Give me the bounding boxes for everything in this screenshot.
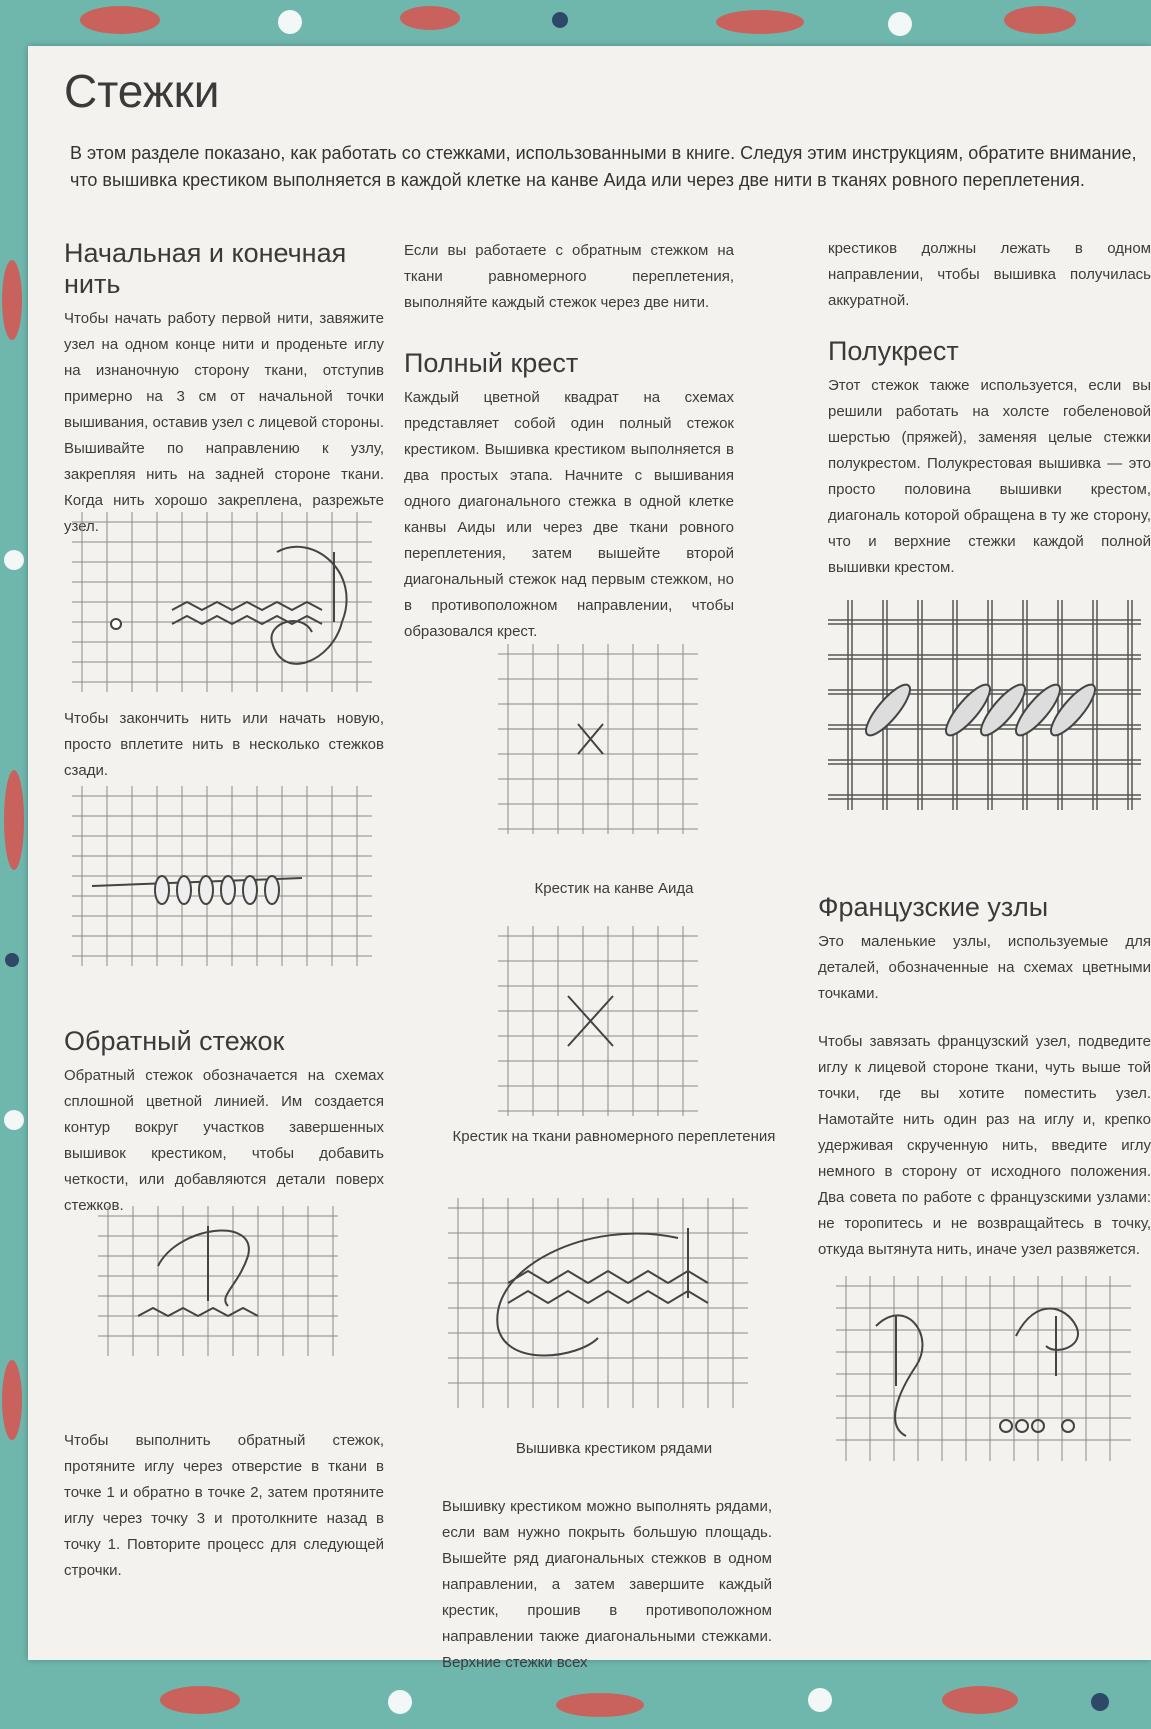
column-2-b <box>442 1494 772 1676</box>
column-3 <box>828 236 1151 581</box>
caption-cross-rows: Вышивка крестиком рядами <box>515 1440 713 1457</box>
diagram-starting-knot <box>72 512 372 692</box>
paragraph-cross-direction: крестиков должны лежать в одном направлении, чтобы вышивка получилась аккуратной. <box>828 240 1151 309</box>
diagram-aida-cross <box>498 644 698 834</box>
column-1-c <box>64 1026 384 1219</box>
book-page <box>28 46 1151 1671</box>
column-1 <box>64 238 384 540</box>
heading-half-cross: Полукрест <box>828 336 959 366</box>
paragraph-end-thread: Чтобы закончить нить или начать новую, просто вплетите нить в несколько стежков сзади. <box>64 710 384 779</box>
diagram-backstitch <box>98 1206 338 1356</box>
paragraph-backstitch: Обратный стежок обозначается на схемах сплошной цветной линией. Им создается контур вокруг участков завершенных вышивок крестиком, чтобы добавить четкости, или добавляются детали поверх стежков. <box>64 1067 384 1214</box>
paragraph-backstitch-steps: Чтобы выполнить обратный стежок, протяните иглу через отверстие в ткани в точке 1 и обратно в точке 2, затем протяните иглу через точку 3 и протолкните назад в точку 1. Повторите процесс для следующей строчки. <box>64 1432 384 1579</box>
column-3-b <box>818 892 1151 1263</box>
paragraph-full-cross: Каждый цветной квадрат на схемах представляет собой один полный стежок крестиком. Вышивка крестиком выполняется в два простых этапа. Начните с вышивания одного диагонального стежка в одной клетке канвы Аиды или через две ткани ровного переплетения, затем вышейте второй диагональный стежок над первым стежком, но в противоположном направлении, чтобы образовался крест. <box>404 389 734 640</box>
intro-text: В этом разделе показано, как работать со стежками, использованными в книге. Следуя этим инструкциям, обратите внимание, что вышивка крестиком выполняется в каждой клетке на канве Аида или через две нити в тканях ровного переплетения. <box>70 143 1137 190</box>
paragraph-french-knots-steps: Чтобы завязать французский узел, подведите иглу к лицевой стороне ткани, чуть выше той точки, где вы хотите поместить узел. Намотайте нить один раз на иглу и, крепко удерживая скрученную нить, введите иглу немного в сторону от исходного положения. Два совета по работе с французскими узлами: не торопитесь и не возвращайтесь в точку, откуда вытянута нить, иначе узел развяжется. <box>818 1033 1151 1258</box>
paragraph-start-thread: Чтобы начать работу первой нити, завяжите узел на одном конце нити и проденьте иглу на изнаночную сторону ткани, отступив примерно на 3 см от начальной точки вышивания, оставив узел с лицевой стороны. Вышивайте по направлению к узлу, закрепляя нить на задней стороне ткани. Когда нить хорошо закреплена, разрежьте узел. <box>64 310 384 535</box>
diagram-half-cross <box>828 600 1141 810</box>
paragraph-french-knots-intro: Это маленькие узлы, используемые для деталей, обозначенные на схемах цветными точками. <box>818 933 1151 1002</box>
diagram-french-knot <box>836 1276 1131 1461</box>
column-2 <box>404 238 734 645</box>
heading-full-cross: Полный крест <box>404 348 579 378</box>
diagram-evenweave-cross <box>498 926 698 1116</box>
paragraph-evenweave-backstitch: Если вы работаете с обратным стежком на ткани равномерного переплетения, выполняйте каждый стежок через две нити. <box>404 242 734 311</box>
paragraph-half-cross: Этот стежок также используется, если вы решили работать на холсте гобеленовой шерстью (пряжей), заменяя целые стежки полукрестом. Полукрестовая вышивка — это просто половина вышивки крестом, диагональ которой обращена в ту же сторону, что и верхние стежки каждой полной вышивки крестом. <box>828 377 1151 576</box>
column-1-d <box>64 1428 384 1584</box>
diagram-cross-rows <box>448 1198 748 1408</box>
caption-evenweave-cross: Крестик на ткани равномерного переплетения <box>452 1128 776 1145</box>
caption-aida-cross: Крестик на канве Аида <box>534 880 694 897</box>
heading-backstitch: Обратный стежок <box>64 1026 285 1056</box>
column-1-b <box>64 706 384 784</box>
paragraph-cross-rows: Вышивку крестиком можно выполнять рядами, если вам нужно покрыть большую площадь. Вышейте ряд диагональных стежков в одном направлении, а затем завершите каждый крестик, прошив в противоположном направлении также диагональными стежками. Верхние стежки всех <box>442 1498 772 1671</box>
heading-french-knots: Французские узлы <box>818 892 1049 922</box>
heading-start-end-thread: Начальная и конечная нить <box>64 238 347 299</box>
diagram-weaving-thread <box>72 786 372 966</box>
page-title: Стежки <box>64 65 220 117</box>
